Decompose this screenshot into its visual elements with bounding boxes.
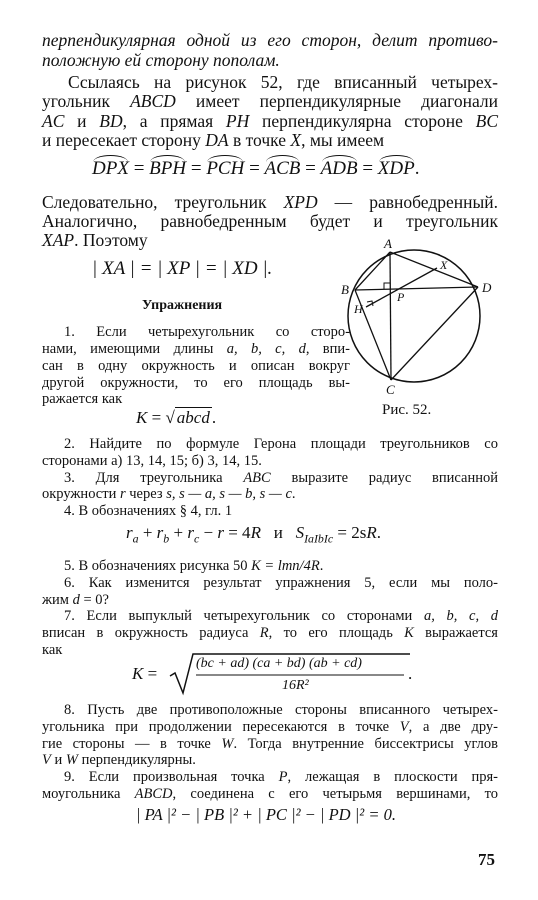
para2-line-2: Аналогично, равнобедренным будет и треугольник [42,211,498,231]
ex8-line-3: гие стороны — в точке W. Тогда внутренние биссектрисы углов [42,736,499,752]
ex8-line-1: 8. Пусть две противоположные стороны вписанного четырех- [64,702,498,718]
ex1-line-3: сан в одну окружность и описан вокруг [42,358,350,374]
label-a: A [384,236,392,251]
ex2-line-2: сторонами а) 13, 14, 15; б) 3, 14, 15. [42,453,262,469]
ex9-line-1: 9. Если произвольная точка P, лежащая в плоскости пря- [64,769,498,785]
ex8-line-4: V и W перпендикулярны. [42,752,196,768]
ex3-line-1: 3. Для треугольника ABC выразите радиус вписанной [64,470,498,486]
label-h: H [354,302,363,316]
para1-line-4: и пересекает сторону DA в точке X, мы имеем [42,130,385,150]
ex1-line-5: ражается как [42,391,123,407]
exercises-title: Упражнения [142,298,223,313]
ex1-line-2: нами, имеющими длины a, b, c, d, впи- [42,341,350,357]
ex6-line-2: жим d = 0? [42,592,109,608]
ex3-line-2: окружности r через s, s — a, s — b, s — c. [42,486,296,502]
page-number: 75 [478,850,495,869]
ex9-line-2: моугольника ABCD, соединена с его четырьмя вершинами, то [42,786,498,802]
ex7-denominator: 16R² [282,678,309,693]
label-p: P [397,290,405,304]
label-x: X [440,258,448,272]
ex7-line-3: как [42,642,63,658]
ex5-line-1: 5. В обозначениях рисунка 50 K = lmn/4R. [64,558,324,574]
figure-caption: Рис. 52. [382,402,432,418]
label-c: C [386,382,395,397]
para1-line-3: AC и BD, а прямая PH перпендикулярна стороне BC [42,111,498,131]
para2-line-3: XAP. Поэтому [42,230,148,250]
para1-line-1: Ссылаясь на рисунок 52, где вписанный четырех- [68,72,498,92]
ex7-line-2: вписан в окружность радиуса R, то его площадь K выражается [42,625,498,641]
ex4-formula: $r_a + r_b + r_c - r = 4R$ и $S_{IaIbIc} = 2sR$. [126,523,381,546]
label-b: B [341,282,349,297]
ex4-line-1: 4. В обозначениях § 4, гл. 1 [64,503,233,519]
intro-line-1: перпендикулярная одной из его сторон, делит противо- [42,30,498,50]
para2-line-1: Следовательно, треугольник XPD — равнобедренный. [42,192,498,212]
ex7-formula-lhs: K = [132,664,158,683]
ex1-line-1: 1. Если четырехугольник со сторо- [64,324,350,340]
ex6-line-1: 6. Как изменится результат упражнения 5, если мы поло- [64,575,498,591]
ex8-line-2: угольника при продолжении пересекаются в точке V, а две дру- [42,719,498,735]
intro-line-2: положную ей сторону пополам. [42,50,280,70]
ex7-numerator: (bc + ad) (ca + bd) (ab + cd) [196,656,362,671]
ex1-line-4: другой окружности, то его площадь вы- [42,375,350,391]
ex7-line-1: 7. Если выпуклый четырехугольник со сторонами a, b, c, d [64,608,499,624]
para1-line-2: угольник ABCD имеет перпендикулярные диагонали [42,91,499,111]
label-d: D [482,280,492,295]
arc-equation: DPX = BPH = PCH = ACB = ADB = XDP. [92,158,420,179]
ex1-formula: K = √ abcd . [136,408,217,427]
ex7-formula-end: . [408,664,413,683]
abs-equation: | XA | = | XP | = | XD |. [92,258,273,279]
ex9-formula: | PA |² − | PB |² + | PC |² − | PD |² = 0. [136,805,396,824]
ex2-line-1: 2. Найдите по формуле Герона площади треугольников со [64,436,498,452]
